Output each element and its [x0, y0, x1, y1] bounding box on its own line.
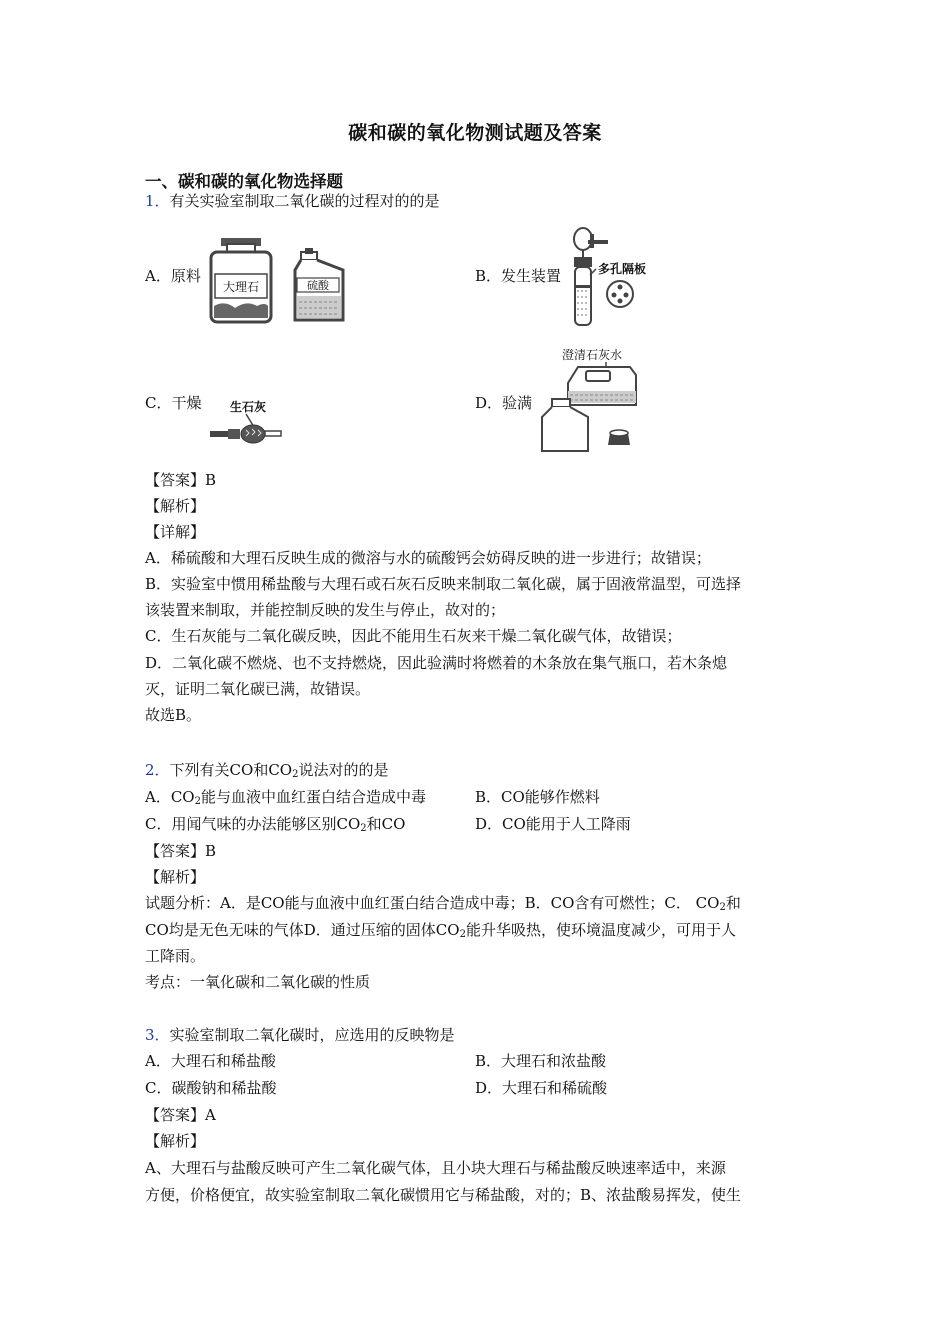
question-1-stem	[145, 190, 440, 211]
q1-conclusion: 故选B。	[145, 706, 202, 724]
q1-option-a: A．原料	[145, 267, 201, 285]
page-title: 碳和碳的氧化物测试题及答案	[348, 122, 602, 144]
q2-answer: 【答案】B	[145, 842, 217, 860]
q3-option-c: C．碳酸钠和稀盐酸	[145, 1079, 277, 1097]
q2-analysis-label: 【解析】	[145, 868, 206, 886]
q1-explanation-line: B．实验室中惯用稀盐酸与大理石或石灰石反映来制取二氧化碳，属于固液常温型，可选择	[145, 575, 742, 593]
section-heading: 一、碳和碳的氧化物选择题	[145, 172, 343, 191]
q2-option-c: C．用闻气味的办法能够区别$CO_2$和CO	[145, 815, 406, 834]
question-text: 实验室制取二氧化碳时，应选用的反映物是	[169, 1026, 455, 1044]
q3-answer: 【答案】A	[145, 1106, 216, 1124]
q1-analysis-label: 【解析】	[145, 497, 206, 515]
q1-explanation-line: 该装置来制取，并能控制反映的发生与停止，故对的；	[145, 601, 506, 619]
q1-figure-d-gas-jar-test	[538, 345, 643, 455]
q3-explanation-line: A、大理石与盐酸反映可产生二氧化碳气体，且小块大理石与稀盐酸反映速率适中，来源	[145, 1159, 726, 1177]
q1-detail-label: 【详解】	[145, 523, 206, 541]
q1-explanation-line: A．稀硫酸和大理石反映生成的微溶与水的硫酸钙会妨碍反映的进一步进行；故错误；	[145, 549, 711, 567]
q1-answer: 【答案】B	[145, 471, 217, 489]
q3-explanation-line: 方便，价格便宜，故实验室制取二氧化碳惯用它与稀盐酸，对的；B、浓盐酸易挥发，使生	[145, 1186, 742, 1204]
q2-option-d: D．CO能用于人工降雨	[475, 815, 631, 833]
fig-a-label-marble: 大理石	[222, 280, 260, 294]
fig-d-label: 澄清石灰水	[562, 348, 623, 362]
question-text: 下列有关CO和CO	[169, 761, 293, 779]
question-number: 2．	[145, 761, 170, 779]
q2-option-a: A．$CO_2$能与血液中血红蛋白结合造成中毒	[145, 788, 426, 807]
q2-explanation-line: 工降雨。	[145, 947, 206, 965]
q2-explanation-line: 试题分析：A．是CO能与血液中血红蛋白结合造成中毒；B．CO含有可燃性；C． $CO_2$和	[145, 894, 741, 913]
question-2-stem	[145, 759, 389, 780]
question-number: 1．	[145, 192, 170, 210]
fig-a-label-acid: 硫酸	[307, 279, 329, 292]
question-3-stem	[145, 1024, 455, 1045]
q3-option-d: D．大理石和稀硫酸	[475, 1079, 608, 1097]
q3-option-a: A．大理石和稀盐酸	[145, 1052, 276, 1070]
q1-explanation-line: D．二氧化碳不燃烧、也不支持燃烧，因此验满时将燃着的木条放在集气瓶口，若木条熄	[145, 654, 728, 672]
q1-figure-b-generator	[568, 225, 660, 327]
q2-explanation-line: CO均是无色无味的气体D．通过压缩的固体$CO_2$能升华吸热，使环境温度减少，可用于人	[145, 921, 736, 940]
q1-figure-c-drying-tube	[208, 397, 284, 447]
q3-option-b: B．大理石和浓盐酸	[475, 1052, 607, 1070]
q2-knowledge-point: 考点：一氧化碳和二氧化碳的性质	[145, 973, 371, 991]
subscript: 2	[292, 769, 299, 780]
q1-option-c: C．干燥	[145, 394, 202, 412]
q3-analysis-label: 【解析】	[145, 1132, 206, 1150]
q1-explanation-line: C．生石灰能与二氧化碳反映，因此不能用生石灰来干燥二氧化碳气体，故错误；	[145, 627, 682, 645]
question-text: 有关实验室制取二氧化碳的过程对的的是	[169, 192, 440, 210]
fig-b-label: 多孔隔板	[598, 262, 647, 276]
q1-figure-a-reagent-bottles	[205, 234, 347, 328]
question-number: 3．	[145, 1026, 170, 1044]
fig-c-label: 生石灰	[230, 400, 267, 414]
q1-option-d: D．验满	[475, 394, 533, 412]
question-text: 说法对的的是	[298, 761, 389, 779]
q2-option-b: B．CO能够作燃料	[475, 788, 600, 806]
q1-explanation-line: 灭，证明二氧化碳已满，故错误。	[145, 680, 371, 698]
q1-option-b: B．发生装置	[475, 267, 562, 285]
